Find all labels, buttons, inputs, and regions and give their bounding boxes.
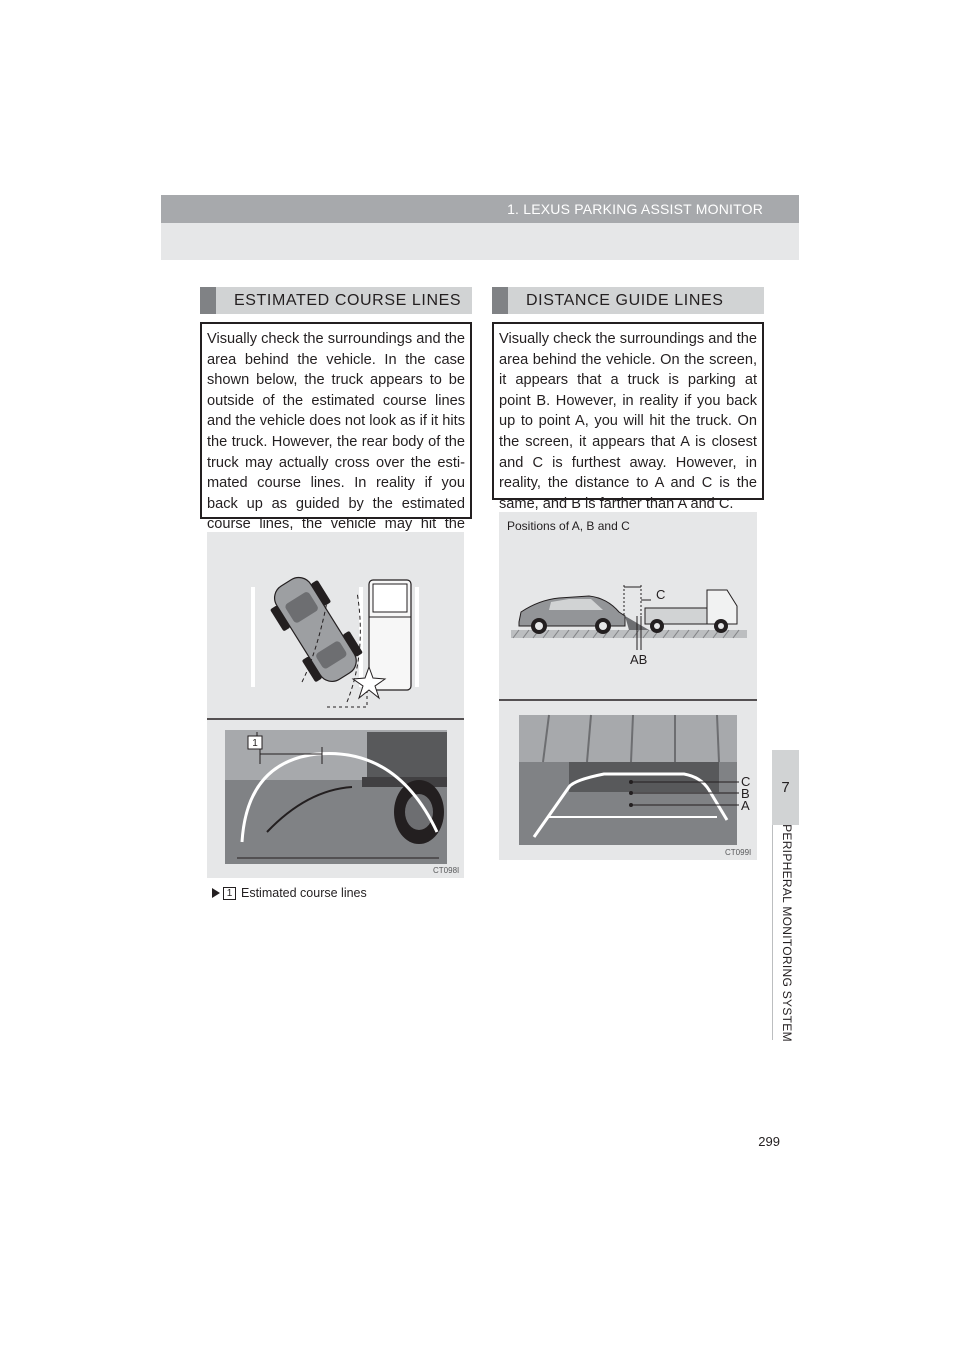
screen-label-a: A <box>741 798 750 813</box>
section-heading-distance <box>492 287 764 314</box>
chapter-title-tab[interactable] <box>772 825 800 1040</box>
figure-caption <box>212 886 367 900</box>
section-heading-estimated <box>200 287 472 314</box>
side-label-c: C <box>656 587 666 602</box>
chapter-title: PERIPHERAL MONITORING SYSTEM <box>779 823 794 1042</box>
note-text: Visually check the surroundings and the area behind the vehicle. In the case shown below, the truck appears to be outside of the estimated course lines and the vehicle does not look as if it hits the truck. However, the rear body of the truck may actually cross over the esti-mated course lines. In reality if you back up as guided by the estimated course lines, the vehicle may hit the <box>207 331 465 533</box>
distance-guide-illustration <box>499 512 757 860</box>
screen-label-b: B <box>741 786 750 801</box>
chapter-number-tab[interactable]: 7 <box>772 750 799 825</box>
screen-label-c: C <box>741 774 751 789</box>
caption-text: Estimated course lines <box>241 886 367 900</box>
section-title: 1. LEXUS PARKING ASSIST MONITOR <box>507 201 763 217</box>
figure-code: CT098I <box>433 866 460 875</box>
figure-estimated-course-lines <box>207 532 464 878</box>
note-text: Visually check the surroundings and the area behind the vehicle. On the screen, it appears that a truck is parking at point B. However, in reality if you back up to point A, you will hit the truck. On the screen, it appears that A is closest and C is furthest away. However, in reality, the distance to A and C is the same, and B is farther than A and C. <box>499 331 757 512</box>
figure-title: Positions of A, B and C <box>507 519 630 533</box>
callout-number: 1 <box>252 738 258 749</box>
note-box-distance <box>492 322 764 512</box>
estimated-course-illustration <box>207 532 464 878</box>
heading-marker <box>200 287 216 314</box>
header-bar <box>161 195 799 223</box>
header-sub-band <box>161 223 799 260</box>
heading-label: ESTIMATED COURSE LINES <box>234 291 462 309</box>
caption-arrow-icon <box>212 888 220 898</box>
caption-number: 1 <box>223 887 236 900</box>
heading-marker <box>492 287 508 314</box>
heading-label: DISTANCE GUIDE LINES <box>526 291 724 309</box>
page-number: 299 <box>758 1134 780 1149</box>
figure-code: CT099I <box>725 848 752 857</box>
note-box-estimated <box>200 322 472 533</box>
figure-distance-guide-lines <box>499 512 757 860</box>
side-label-ab: AB <box>630 652 648 667</box>
